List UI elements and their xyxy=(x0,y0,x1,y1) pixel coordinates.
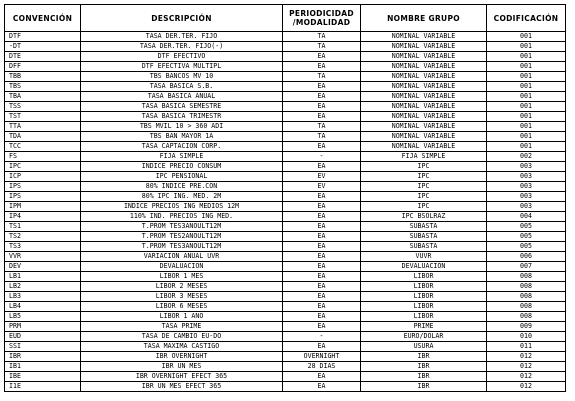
table-row xyxy=(5,52,566,62)
cell-nombre-grupo: LIBOR xyxy=(361,312,487,322)
cell-convencion: TBB xyxy=(5,72,81,82)
cell-descripcion: TASA DE CAMBIO EU-DO xyxy=(81,332,283,342)
cell-descripcion: LIBOR 2 MESES xyxy=(81,282,283,292)
cell-nombre-grupo: IBR xyxy=(361,352,487,362)
cell-codificacion: 001 xyxy=(487,132,566,142)
cell-codificacion: 007 xyxy=(487,262,566,272)
cell-periodicidad: EA xyxy=(283,372,361,382)
cell-descripcion: INDICE PRECIO CONSUM xyxy=(81,162,283,172)
cell-descripcion: IPC PENSIONAL xyxy=(81,172,283,182)
cell-nombre-grupo: SUBASTA xyxy=(361,222,487,232)
cell-periodicidad: EA xyxy=(283,282,361,292)
cell-codificacion: 001 xyxy=(487,82,566,92)
cell-convencion: LB2 xyxy=(5,282,81,292)
table-row xyxy=(5,252,566,262)
rates-table-container xyxy=(4,4,565,393)
cell-descripcion: TASA BASICA S.B. xyxy=(81,82,283,92)
cell-nombre-grupo: NOMINAL VARIABLE xyxy=(361,92,487,102)
table-row xyxy=(5,102,566,112)
cell-nombre-grupo: USURA xyxy=(361,342,487,352)
cell-descripcion: TASA CAPTACION CORP. xyxy=(81,142,283,152)
cell-convencion: TST xyxy=(5,112,81,122)
cell-codificacion: 003 xyxy=(487,162,566,172)
cell-periodicidad: EA xyxy=(283,192,361,202)
cell-convencion: I1E xyxy=(5,382,81,392)
cell-nombre-grupo: NOMINAL VARIABLE xyxy=(361,142,487,152)
cell-periodicidad: EA xyxy=(283,102,361,112)
cell-nombre-grupo: NOMINAL VARIABLE xyxy=(361,32,487,42)
cell-convencion: IBR xyxy=(5,352,81,362)
cell-convencion: TS1 xyxy=(5,222,81,232)
cell-descripcion: TBS BANCOS MV 10 xyxy=(81,72,283,82)
cell-descripcion: T.PROM TES3ANOULT12M xyxy=(81,242,283,252)
cell-descripcion: IBR OVERNIGHT EFECT 365 xyxy=(81,372,283,382)
table-row xyxy=(5,72,566,82)
cell-periodicidad: TA xyxy=(283,72,361,82)
cell-nombre-grupo: IPC xyxy=(361,192,487,202)
cell-codificacion: 001 xyxy=(487,52,566,62)
table-row xyxy=(5,262,566,272)
cell-descripcion: LIBOR 1 AÑO xyxy=(81,312,283,322)
cell-convencion: SSI xyxy=(5,342,81,352)
table-row xyxy=(5,142,566,152)
cell-periodicidad: EA xyxy=(283,142,361,152)
cell-descripcion: T.PROM TES2ANOULT12M xyxy=(81,232,283,242)
cell-periodicidad: EA xyxy=(283,252,361,262)
header-convencion: CONVENCIÓN xyxy=(5,5,81,32)
cell-convencion: TCC xyxy=(5,142,81,152)
cell-convencion: IPM xyxy=(5,202,81,212)
cell-nombre-grupo: EURO/DOLAR xyxy=(361,332,487,342)
cell-periodicidad: EA xyxy=(283,272,361,282)
cell-convencion: TTA xyxy=(5,122,81,132)
cell-codificacion: 008 xyxy=(487,292,566,302)
cell-codificacion: 001 xyxy=(487,32,566,42)
cell-nombre-grupo: SUBASTA xyxy=(361,232,487,242)
header-row xyxy=(5,5,566,32)
cell-codificacion: 008 xyxy=(487,282,566,292)
cell-descripcion: 80% INDICE PRE.CON xyxy=(81,182,283,192)
cell-convencion: ICP xyxy=(5,172,81,182)
cell-nombre-grupo: LIBOR xyxy=(361,272,487,282)
table-row xyxy=(5,112,566,122)
cell-nombre-grupo: IPC xyxy=(361,172,487,182)
table-row xyxy=(5,92,566,102)
cell-periodicidad: EA xyxy=(283,52,361,62)
cell-codificacion: 011 xyxy=(487,342,566,352)
cell-descripcion: TASA MAXIMA CASTIGO xyxy=(81,342,283,352)
cell-codificacion: 008 xyxy=(487,302,566,312)
cell-descripcion: 110% IND. PRECIOS ING MED. xyxy=(81,212,283,222)
table-row xyxy=(5,182,566,192)
table-row xyxy=(5,212,566,222)
cell-nombre-grupo: FIJA SIMPLE xyxy=(361,152,487,162)
table-row xyxy=(5,222,566,232)
cell-codificacion: 001 xyxy=(487,102,566,112)
table-row xyxy=(5,122,566,132)
table-row xyxy=(5,172,566,182)
cell-codificacion: 001 xyxy=(487,112,566,122)
table-row xyxy=(5,332,566,342)
cell-descripcion: TBS BAN MAYOR 1A xyxy=(81,132,283,142)
cell-nombre-grupo: IPC xyxy=(361,202,487,212)
cell-periodicidad: - xyxy=(283,332,361,342)
cell-nombre-grupo: NOMINAL VARIABLE xyxy=(361,112,487,122)
cell-nombre-grupo: IPC xyxy=(361,162,487,172)
cell-periodicidad: EA xyxy=(283,302,361,312)
cell-convencion: IP4 xyxy=(5,212,81,222)
cell-nombre-grupo: IBR xyxy=(361,382,487,392)
table-row xyxy=(5,372,566,382)
cell-periodicidad: EV xyxy=(283,182,361,192)
cell-convencion: LB3 xyxy=(5,292,81,302)
table-row xyxy=(5,362,566,372)
cell-convencion: LB1 xyxy=(5,272,81,282)
cell-codificacion: 001 xyxy=(487,142,566,152)
header-periodicidad: PERIODICIDAD /MODALIDAD xyxy=(283,5,361,32)
cell-codificacion: 001 xyxy=(487,72,566,82)
cell-convencion: FS xyxy=(5,152,81,162)
cell-codificacion: 009 xyxy=(487,322,566,332)
cell-periodicidad: OVERNIGHT xyxy=(283,352,361,362)
cell-convencion: VVR xyxy=(5,252,81,262)
cell-codificacion: 003 xyxy=(487,202,566,212)
cell-convencion: DEV xyxy=(5,262,81,272)
cell-periodicidad: EA xyxy=(283,322,361,332)
cell-descripcion: INDICE PRECIOS ING MEDIOS 12M xyxy=(81,202,283,212)
cell-nombre-grupo: NOMINAL VARIABLE xyxy=(361,82,487,92)
cell-nombre-grupo: SUBASTA xyxy=(361,242,487,252)
rates-table xyxy=(4,4,566,392)
cell-descripcion: LIBOR 1 MES xyxy=(81,272,283,282)
table-row xyxy=(5,322,566,332)
cell-periodicidad: EA xyxy=(283,222,361,232)
cell-periodicidad: EA xyxy=(283,202,361,212)
cell-convencion: IPS xyxy=(5,192,81,202)
cell-periodicidad: 28 DIAS xyxy=(283,362,361,372)
cell-descripcion: IBR OVERNIGHT xyxy=(81,352,283,362)
cell-descripcion: TASA BASICA TRIMESTR xyxy=(81,112,283,122)
cell-periodicidad: EA xyxy=(283,262,361,272)
cell-nombre-grupo: IPC BSOLRAZ xyxy=(361,212,487,222)
table-row xyxy=(5,292,566,302)
cell-convencion: TBA xyxy=(5,92,81,102)
cell-descripcion: TASA BASICA SEMESTRE xyxy=(81,102,283,112)
cell-codificacion: 005 xyxy=(487,232,566,242)
cell-convencion: TS2 xyxy=(5,232,81,242)
cell-nombre-grupo: LIBOR xyxy=(361,302,487,312)
cell-codificacion: 004 xyxy=(487,212,566,222)
cell-codificacion: 008 xyxy=(487,272,566,282)
cell-convencion: DFF xyxy=(5,62,81,72)
table-row xyxy=(5,202,566,212)
table-row xyxy=(5,342,566,352)
cell-descripcion: T.PROM TES3ANOULT12M xyxy=(81,222,283,232)
header-nombre-grupo: NOMBRE GRUPO xyxy=(361,5,487,32)
cell-codificacion: 001 xyxy=(487,122,566,132)
cell-nombre-grupo: NOMINAL VARIABLE xyxy=(361,122,487,132)
cell-convencion: DTE xyxy=(5,52,81,62)
header-codificacion: CODIFICACIÓN xyxy=(487,5,566,32)
cell-descripcion: IBR UN MES EFECT 365 xyxy=(81,382,283,392)
cell-nombre-grupo: NOMINAL VARIABLE xyxy=(361,52,487,62)
cell-codificacion: 001 xyxy=(487,42,566,52)
cell-periodicidad: TA xyxy=(283,42,361,52)
cell-nombre-grupo: NOMINAL VARIABLE xyxy=(361,72,487,82)
cell-descripcion: TBS MVIL 10 > 360 ADI xyxy=(81,122,283,132)
cell-periodicidad: EA xyxy=(283,212,361,222)
cell-codificacion: 003 xyxy=(487,182,566,192)
cell-descripcion: TASA PRIME xyxy=(81,322,283,332)
cell-periodicidad: - xyxy=(283,152,361,162)
cell-descripcion: TASA DER.TER. FIJO xyxy=(81,32,283,42)
cell-codificacion: 012 xyxy=(487,382,566,392)
cell-convencion: TDA xyxy=(5,132,81,142)
cell-descripcion: LIBOR 3 MESES xyxy=(81,292,283,302)
cell-descripcion: TASA DER.TER. FIJO(-) xyxy=(81,42,283,52)
cell-descripcion: FIJA SIMPLE xyxy=(81,152,283,162)
cell-convencion: IPC xyxy=(5,162,81,172)
cell-convencion: TBS xyxy=(5,82,81,92)
cell-nombre-grupo: NOMINAL VARIABLE xyxy=(361,132,487,142)
cell-codificacion: 006 xyxy=(487,252,566,262)
cell-periodicidad: EA xyxy=(283,162,361,172)
cell-descripcion: DTF EFECTIVO xyxy=(81,52,283,62)
cell-nombre-grupo: DEVALUACIÓN xyxy=(361,262,487,272)
cell-convencion: EUD xyxy=(5,332,81,342)
table-row xyxy=(5,302,566,312)
cell-nombre-grupo: NOMINAL VARIABLE xyxy=(361,62,487,72)
table-row xyxy=(5,312,566,322)
table-row xyxy=(5,232,566,242)
cell-codificacion: 012 xyxy=(487,372,566,382)
cell-descripcion: VARIACION ANUAL UVR xyxy=(81,252,283,262)
table-row xyxy=(5,62,566,72)
cell-periodicidad: EA xyxy=(283,232,361,242)
cell-periodicidad: TA xyxy=(283,122,361,132)
table-row xyxy=(5,42,566,52)
cell-nombre-grupo: PRIME xyxy=(361,322,487,332)
cell-convencion: TSS xyxy=(5,102,81,112)
cell-periodicidad: EA xyxy=(283,292,361,302)
cell-periodicidad: EA xyxy=(283,342,361,352)
cell-periodicidad: EV xyxy=(283,172,361,182)
cell-codificacion: 003 xyxy=(487,172,566,182)
table-row xyxy=(5,192,566,202)
cell-periodicidad: EA xyxy=(283,242,361,252)
cell-codificacion: 012 xyxy=(487,352,566,362)
cell-nombre-grupo: IBR xyxy=(361,362,487,372)
cell-nombre-grupo: LIBOR xyxy=(361,292,487,302)
cell-nombre-grupo: IBR xyxy=(361,372,487,382)
cell-descripcion: DTF EFECTIVA MULTIPL xyxy=(81,62,283,72)
cell-convencion: IPS xyxy=(5,182,81,192)
header-descripcion: DESCRIPCIÓN xyxy=(81,5,283,32)
table-row xyxy=(5,32,566,42)
cell-convencion: IB1 xyxy=(5,362,81,372)
table-header xyxy=(5,5,566,32)
cell-descripcion: 80% IPC ING. MED. 2M xyxy=(81,192,283,202)
cell-descripcion: DEVALUACION xyxy=(81,262,283,272)
cell-codificacion: 012 xyxy=(487,362,566,372)
cell-convencion: -DT xyxy=(5,42,81,52)
cell-convencion: PRM xyxy=(5,322,81,332)
cell-periodicidad: EA xyxy=(283,112,361,122)
cell-codificacion: 005 xyxy=(487,242,566,252)
cell-descripcion: IBR UN MES xyxy=(81,362,283,372)
cell-codificacion: 008 xyxy=(487,312,566,322)
cell-nombre-grupo: VUVR xyxy=(361,252,487,262)
table-row xyxy=(5,272,566,282)
cell-nombre-grupo: NOMINAL VARIABLE xyxy=(361,102,487,112)
table-row xyxy=(5,282,566,292)
cell-periodicidad: EA xyxy=(283,82,361,92)
cell-descripcion: TASA BASICA ANUAL xyxy=(81,92,283,102)
cell-periodicidad: EA xyxy=(283,312,361,322)
cell-nombre-grupo: NOMINAL VARIABLE xyxy=(361,42,487,52)
cell-codificacion: 001 xyxy=(487,92,566,102)
cell-codificacion: 010 xyxy=(487,332,566,342)
cell-periodicidad: EA xyxy=(283,62,361,72)
cell-codificacion: 003 xyxy=(487,192,566,202)
cell-codificacion: 002 xyxy=(487,152,566,162)
table-row xyxy=(5,352,566,362)
cell-convencion: LB4 xyxy=(5,302,81,312)
table-row xyxy=(5,82,566,92)
cell-periodicidad: TA xyxy=(283,32,361,42)
cell-nombre-grupo: IPC xyxy=(361,182,487,192)
cell-periodicidad: EA xyxy=(283,382,361,392)
cell-codificacion: 001 xyxy=(487,62,566,72)
table-row xyxy=(5,242,566,252)
table-row xyxy=(5,162,566,172)
table-row xyxy=(5,132,566,142)
cell-periodicidad: EA xyxy=(283,92,361,102)
cell-nombre-grupo: LIBOR xyxy=(361,282,487,292)
table-body xyxy=(5,32,566,392)
cell-convencion: LB5 xyxy=(5,312,81,322)
table-row xyxy=(5,382,566,392)
cell-descripcion: LIBOR 6 MESES xyxy=(81,302,283,312)
cell-convencion: DTF xyxy=(5,32,81,42)
cell-periodicidad: TA xyxy=(283,132,361,142)
cell-convencion: IBE xyxy=(5,372,81,382)
cell-codificacion: 005 xyxy=(487,222,566,232)
cell-convencion: TS3 xyxy=(5,242,81,252)
table-row xyxy=(5,152,566,162)
